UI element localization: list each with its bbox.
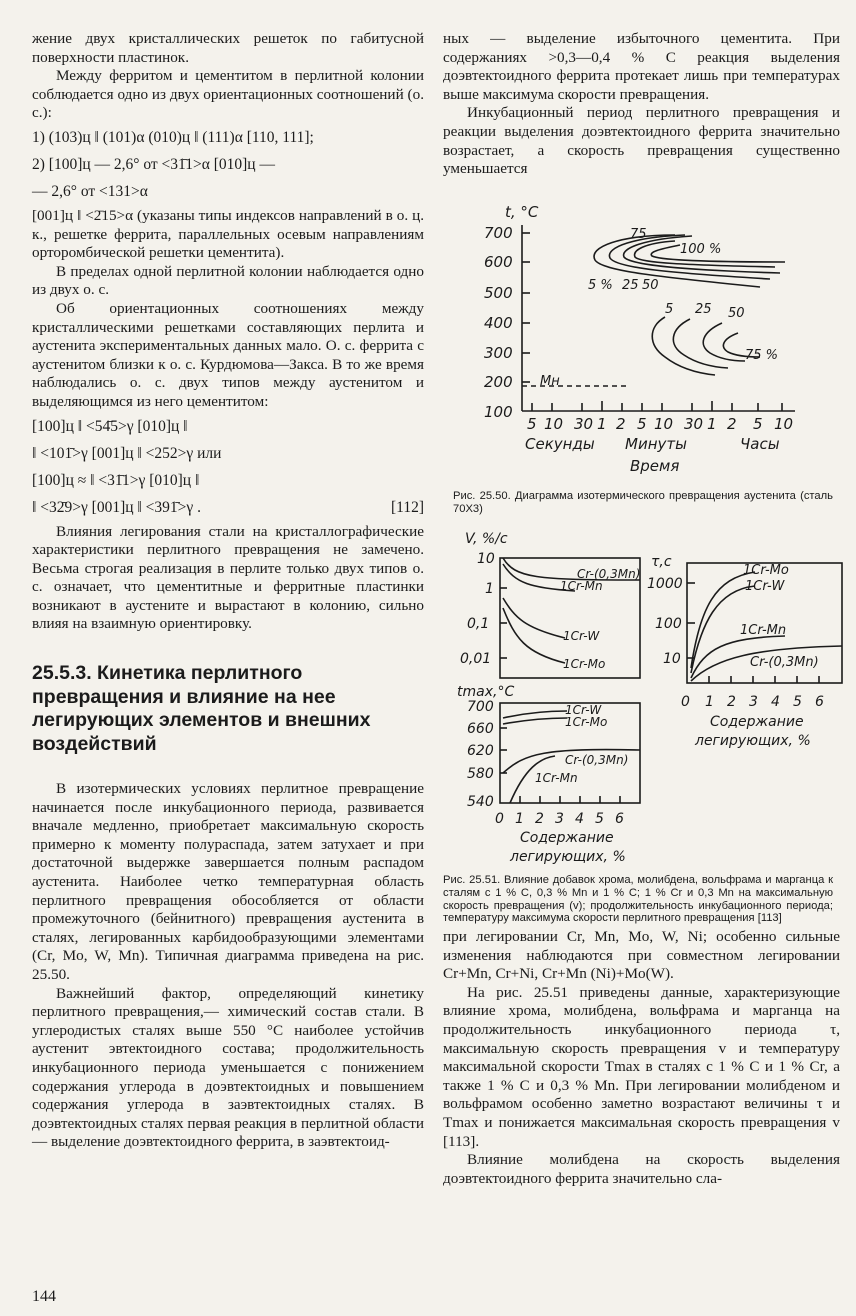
paragraph: В изотермических условиях перлитное превращение начинается после инкубационного периода, развивается вначале медленно, приобретает максимальную скорость примерно к моменту полураспада, затем затухает и при достаточной выдержке завершается полным распадом аустенита. Наиболее четко температурная область перлитного превращения обособляется от области промежуточного (бейнитного) превращения аустенита в сталях, легированных карбидообразующими элементами (Cr, Mo, W, Mn). Типичная диаграмма приведена на рис. 25.50. [32,780,424,983]
formula: [100]ц ≈ ‖ <31̄1>γ [010]ц ‖ [32,471,200,489]
series-label: 1Cr-Mo [565,715,608,729]
x-axis-label: Содержание [710,714,804,730]
curve-label: 50 [728,306,745,321]
paragraph: при легировании Cr, Mn, Mo, W, Ni; особенно сильные изменения наблюдаются при совместном легировании Cr+Mn, Cr+Ni, Cr+Mn (Ni)+Mo(W). [443,928,840,983]
formula: — 2,6° от <131>α [32,182,148,200]
curve-label: 75 % [745,348,779,363]
y-tick: 10 [663,651,681,667]
page-number: 144 [32,1288,56,1305]
x-tick: 5 [793,694,802,710]
figure-caption: Рис. 25.50. Диаграмма изотермического превращения аустенита (сталь 70Х3) [453,490,833,515]
y-tick: 660 [467,721,494,737]
figure-25-50 [470,205,810,485]
series-label: 1Cr-Mo [563,657,606,671]
tmax-line [503,711,567,718]
figure-caption: Рис. 25.51. Влияние добавок хрома, молибдена, вольфрама и марганца к сталям с 1 % С, 0,3 % Mn и 1 % С; 1 % Cr и 0,3 Mn на максимальную скорость превращения (v); продолжительность инкубационного периода; температуру максимума скорости перлитного превращения [113] [443,874,833,925]
paragraph: жение двух кристаллических решеток по габитусной поверхности пластинок. [32,30,424,66]
x-tick: 30 [684,415,704,433]
tmax-line [503,718,567,724]
series-label: Cr-(0,3Mn) [750,655,819,670]
x-tick: 0 [681,694,690,710]
series-label: Cr-(0,3Mn) [577,567,641,581]
y-tick: 500 [484,284,513,302]
series-label: 1Cr-Mn [740,623,787,638]
formula: [001]ц ‖ <2̄15>α [32,206,134,224]
paragraph: Инкубационный период перлитного превращения и реакции выделения доэвтектоидного феррита значительно возрастает, а скорость превращения существенно уменьшается [443,104,840,178]
series-label: 1Cr-W [563,629,600,643]
right-column-top [443,30,840,179]
x-tick: 1 [597,415,607,433]
x-tick: 5 [637,415,647,433]
curve-lower-25 [673,319,728,368]
y-tick: 200 [484,373,513,391]
series-label: Cr-(0,3Mn) [565,753,629,767]
x-axis-label: Содержание [520,830,614,846]
x-tick: 30 [574,415,594,433]
y-tick: 600 [484,253,513,271]
tau-axis-label: τ,c [651,554,672,570]
x-tick: 2 [535,811,544,827]
y-tick: 1000 [647,576,683,592]
paragraph: Об ориентационных соотношениях между кристаллическими решетками составляющих перлита и аустенита экспериментальных данных мало. О. с. феррита с аустенитом близки к о. с. Курдюмова—Закса. В то же время наблюдались о. с. двух типов между аустенитом и выделяющимся из него цементитом: [32,299,424,410]
x-tick: 4 [575,811,584,827]
v-axis-label: V, %/c [465,531,508,547]
v-line [503,598,565,638]
formula: [100]ц ‖ <54̄5>γ [010]ц ‖ [32,417,188,435]
paragraph: На рис. 25.51 приведены данные, характеризующие влияние хрома, молибдена, вольфрама и марганца на продолжительность инкубационного периода τ, максимальную скорость превращения v и температуру максимальной скорости Tmax в сталях с 1 % С и 1 % Cr, а также 1 % С и 0,3 % Mn. При легировании молибденом и вольфрамом особенно заметно возрастают величины τ и Tmax и понижается максимальная скорость превращения v [113]. [443,983,840,1150]
paragraph: Влияние молибдена на скорость выделения доэвтектоидного феррита значительно сла- [443,1151,840,1187]
left-column [32,30,424,1152]
x-unit-label: Секунды [525,435,595,453]
x-tick: 3 [749,694,758,710]
x-tick: 2 [727,415,737,433]
y-tick: 700 [467,699,494,715]
x-tick: 10 [544,415,564,433]
formula: 1) (103)ц ‖ (101)α (010)ц ‖ (111)α [110, 111]; [32,128,314,146]
x-axis-label: Время [630,457,680,475]
formula: ‖ <32̄9>γ [001]ц ‖ <391̄>γ . [32,498,201,516]
section-heading: 25.5.3. Кинетика перлитного превращения и влияние на нее легирующих элементов и внешних воздействий [32,662,371,755]
y-tick: 400 [484,314,513,332]
curve-label: 5 [665,302,674,317]
x-tick: 5 [753,415,763,433]
equation-ref: [112] [391,498,424,516]
y-axis-label: t, °C [505,205,539,221]
x-tick: 5 [595,811,604,827]
x-tick: 10 [654,415,674,433]
x-unit-label: Часы [740,435,780,453]
y-tick: 100 [655,616,682,632]
paragraph: Влияния легирования стали на кристаллографические характеристики перлитного превращения не замечено. Весьма строгая реализация в перлите только двух типов о. с. означает, что цементитные и ферритные пластинки возникают в аустените и вырастают в колонию, сильно влияя на взаимную ориентировку. [32,522,424,633]
curve-label: 50 [642,278,659,293]
x-tick: 6 [815,694,824,710]
curve-label: 100 % [680,242,722,257]
x-tick: 4 [771,694,780,710]
x-tick: 1 [707,415,717,433]
paragraph: ных — выделение избыточного цементита. При содержаниях >0,3—0,4 % С реакция выделения доэвтектоидного феррита протекает лишь при температурах выше максимума скорости превращения. [443,30,840,103]
x-tick: 6 [615,811,624,827]
series-label: 1Cr-W [565,703,602,717]
x-unit-label: Минуты [625,435,687,453]
x-tick: 0 [495,811,504,827]
x-tick: 1 [515,811,524,827]
y-tick: 10 [477,551,495,567]
x-tick: 10 [774,415,794,433]
curve-lower-5 [652,317,715,375]
series-label: 1Cr-Mo [743,563,789,578]
paragraph: Важнейший фактор, определяющий кинетику перлитного превращения,— химический состав стали. В углеродистых сталях выше 550 °С наиболее устойчив аустенит эвтектоидного состава; продолжительность инкубационного периода уменьшается с понижением содержания углерода в доэвтектоидных и повышением содержания углерода в заэвтектоидных сталях. В доэвтектоидных сталях первая реакция в перлитной области — выделение доэвтектоидного феррита, в заэвтектоид- [32,984,424,1151]
curve-label: 75 [630,227,647,242]
figure-25-51 [455,528,845,868]
x-tick: 5 [527,415,537,433]
paragraph: (указаны типы индексов направлений в о. ц. к., решетке феррита, параллельных осевым направлениям орторомбической решетки цементита). [32,206,425,262]
y-tick: 580 [467,766,494,782]
tmax-axis-label: tmax,°C [457,684,515,700]
ms-label: Mн [540,374,560,389]
y-tick: 700 [484,224,513,242]
series-label: 1Cr-Mn [535,771,578,785]
y-tick: 620 [467,743,494,759]
x-tick: 2 [616,415,626,433]
right-column-bottom [443,928,840,1188]
paragraph: В пределах одной перлитной колонии наблюдается одно из двух о. с. [32,262,424,299]
x-tick: 2 [727,694,736,710]
y-tick: 300 [484,344,513,362]
y-tick: 100 [484,403,513,421]
y-tick: 0,1 [467,616,490,632]
curve-label: 5 % [588,278,613,293]
series-label: 1Cr-W [745,579,785,594]
y-tick: 0,01 [460,651,492,667]
y-tick: 540 [467,794,494,810]
series-label: 1Cr-Mn [560,579,603,593]
formula: 2) [100]ц — 2,6° от <31̄1>α [010]ц — [32,155,275,173]
y-tick: 1 [485,581,494,597]
x-axis-label: легирующих, % [695,733,811,749]
x-tick: 1 [705,694,714,710]
paragraph: Между ферритом и цементитом в перлитной колонии соблюдается одно из двух ориентационных соотношений (о. с.): [32,67,424,122]
x-axis-label: легирующих, % [510,849,626,865]
curve-label: 25 [695,302,712,317]
x-tick: 3 [555,811,564,827]
curve-label: 25 [622,278,639,293]
formula: ‖ <101̄>γ [001]ц ‖ <252>γ или [32,444,222,462]
